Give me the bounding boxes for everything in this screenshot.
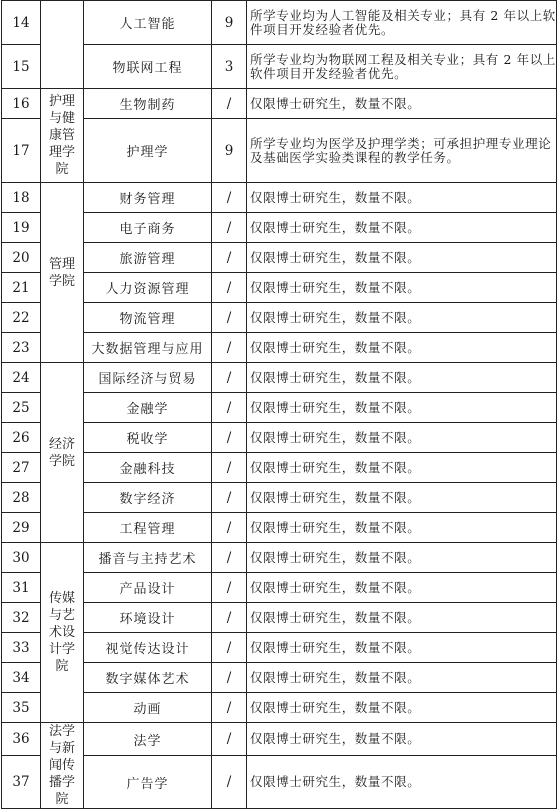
requirements: 仅限博士研究生，数量不限。 [247, 663, 557, 693]
major-name: 财务管理 [84, 183, 212, 213]
position-count: / [212, 423, 247, 453]
row-number: 19 [2, 213, 41, 243]
table-row [2, 573, 557, 603]
major-name: 播音与主持艺术 [84, 543, 212, 573]
school-name [41, 363, 84, 543]
table-row [2, 633, 557, 663]
position-count: / [212, 363, 247, 393]
requirements: 仅限博士研究生，数量不限。 [247, 723, 557, 756]
major-name: 广告学 [84, 756, 212, 809]
table-row [2, 663, 557, 693]
requirements: 仅限博士研究生，数量不限。 [247, 183, 557, 213]
major-name: 工程管理 [84, 513, 212, 543]
major-name: 数字媒体艺术 [84, 663, 212, 693]
row-number: 33 [2, 633, 41, 663]
row-number: 24 [2, 363, 41, 393]
position-count: / [212, 513, 247, 543]
requirements: 所学专业均为医学及护理学类；可承担护理专业理论及基础医学实验类课程的教学任务。 [247, 119, 557, 183]
table-row [2, 543, 557, 573]
table-row [2, 303, 557, 333]
requirements: 仅限博士研究生，数量不限。 [247, 603, 557, 633]
position-count: / [212, 603, 247, 633]
row-number: 21 [2, 273, 41, 303]
position-count: / [212, 633, 247, 663]
position-count: / [212, 303, 247, 333]
table-row [2, 45, 557, 89]
school-name [41, 543, 84, 723]
major-name: 生物制药 [84, 89, 212, 119]
requirements: 仅限博士研究生，数量不限。 [247, 543, 557, 573]
row-number: 15 [2, 45, 41, 89]
major-name: 电子商务 [84, 213, 212, 243]
position-count: / [212, 89, 247, 119]
row-number: 23 [2, 333, 41, 363]
position-count: / [212, 573, 247, 603]
school-cell [41, 1, 84, 89]
requirements: 仅限博士研究生，数量不限。 [247, 243, 557, 273]
table-row [2, 213, 557, 243]
table-row [2, 1, 557, 45]
row-number: 28 [2, 483, 41, 513]
row-number: 37 [2, 756, 41, 809]
position-count: / [212, 183, 247, 213]
major-name: 动画 [84, 693, 212, 723]
row-number: 30 [2, 543, 41, 573]
position-count: / [212, 333, 247, 363]
requirements: 所学专业均为物联网工程及相关专业；具有 2 年以上软件项目开发经验者优先。 [247, 45, 557, 89]
major-name: 护理学 [84, 119, 212, 183]
row-number: 34 [2, 663, 41, 693]
school-name [41, 89, 84, 183]
row-number: 26 [2, 423, 41, 453]
row-number: 17 [2, 119, 41, 183]
row-number: 20 [2, 243, 41, 273]
table-row [2, 756, 557, 809]
major-name: 人工智能 [84, 1, 212, 45]
table-row [2, 363, 557, 393]
table-row [2, 119, 557, 183]
table-row [2, 393, 557, 423]
position-count: / [212, 393, 247, 423]
requirements: 仅限博士研究生，数量不限。 [247, 393, 557, 423]
school-name [41, 723, 84, 809]
position-count: / [212, 543, 247, 573]
position-count: / [212, 723, 247, 756]
position-count: 3 [212, 45, 247, 89]
position-count: 9 [212, 1, 247, 45]
requirements: 仅限博士研究生，数量不限。 [247, 303, 557, 333]
requirements: 仅限博士研究生，数量不限。 [247, 573, 557, 603]
major-name: 物流管理 [84, 303, 212, 333]
table-row [2, 483, 557, 513]
major-name: 人力资源管理 [84, 273, 212, 303]
major-name: 数字经济 [84, 483, 212, 513]
table-row [2, 693, 557, 723]
school-label: 经济学院 [48, 436, 75, 469]
requirements: 仅限博士研究生，数量不限。 [247, 363, 557, 393]
school-label: 管理学院 [48, 256, 75, 289]
row-number: 36 [2, 723, 41, 756]
row-number: 14 [2, 1, 41, 45]
requirements: 仅限博士研究生，数量不限。 [247, 213, 557, 243]
major-name: 旅游管理 [84, 243, 212, 273]
position-count: / [212, 453, 247, 483]
requirements: 仅限博士研究生，数量不限。 [247, 633, 557, 663]
school-label: 法学与新闻传播学院 [48, 724, 75, 807]
table-row [2, 183, 557, 213]
row-number: 16 [2, 89, 41, 119]
table-row [2, 513, 557, 543]
position-count: / [212, 273, 247, 303]
school-label: 传媒与艺术设计学院 [48, 591, 75, 674]
row-number: 35 [2, 693, 41, 723]
major-name: 大数据管理与应用 [84, 333, 212, 363]
major-name: 税收学 [84, 423, 212, 453]
table-row [2, 89, 557, 119]
major-name: 环境设计 [84, 603, 212, 633]
table-row [2, 453, 557, 483]
position-count: / [212, 213, 247, 243]
requirements: 仅限博士研究生，数量不限。 [247, 453, 557, 483]
major-name: 产品设计 [84, 573, 212, 603]
position-count: / [212, 243, 247, 273]
position-count: / [212, 483, 247, 513]
table-row [2, 723, 557, 756]
row-number: 22 [2, 303, 41, 333]
table-row [2, 273, 557, 303]
row-number: 29 [2, 513, 41, 543]
row-number: 18 [2, 183, 41, 213]
school-label: 护理与健康管理学院 [48, 94, 75, 177]
major-name: 物联网工程 [84, 45, 212, 89]
row-number: 32 [2, 603, 41, 633]
table-row [2, 423, 557, 453]
position-count: / [212, 756, 247, 809]
recruitment-table [1, 0, 557, 809]
requirements: 所学专业均为人工智能及相关专业；具有 2 年以上软件项目开发经验者优先。 [247, 1, 557, 45]
requirements: 仅限博士研究生，数量不限。 [247, 423, 557, 453]
requirements: 仅限博士研究生，数量不限。 [247, 513, 557, 543]
position-count: / [212, 663, 247, 693]
requirements: 仅限博士研究生，数量不限。 [247, 483, 557, 513]
requirements: 仅限博士研究生，数量不限。 [247, 333, 557, 363]
major-name: 国际经济与贸易 [84, 363, 212, 393]
row-number: 31 [2, 573, 41, 603]
position-count: / [212, 693, 247, 723]
row-number: 27 [2, 453, 41, 483]
table-row [2, 243, 557, 273]
major-name: 金融学 [84, 393, 212, 423]
major-name: 法学 [84, 723, 212, 756]
requirements: 仅限博士研究生，数量不限。 [247, 693, 557, 723]
requirements: 仅限博士研究生，数量不限。 [247, 756, 557, 809]
row-number: 25 [2, 393, 41, 423]
major-name: 金融科技 [84, 453, 212, 483]
position-count: 9 [212, 119, 247, 183]
table-row [2, 333, 557, 363]
school-name [41, 183, 84, 363]
table-row [2, 603, 557, 633]
requirements: 仅限博士研究生，数量不限。 [247, 273, 557, 303]
requirements: 仅限博士研究生，数量不限。 [247, 89, 557, 119]
major-name: 视觉传达设计 [84, 633, 212, 663]
